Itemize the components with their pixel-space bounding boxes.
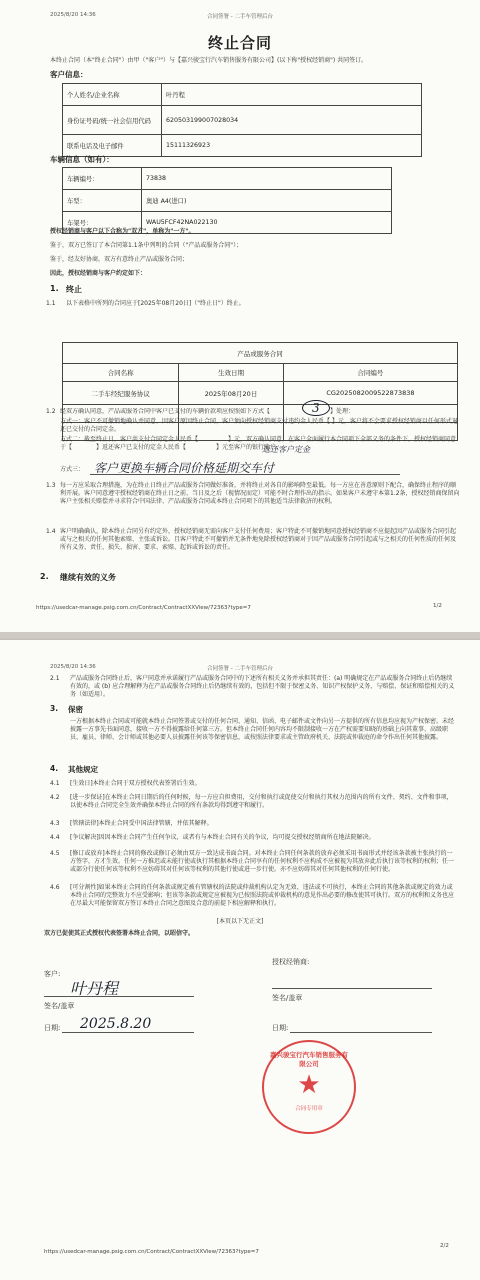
column-header: 合同编号 (283, 364, 457, 382)
contract-page-1 (0, 0, 480, 632)
star-icon: ★ (297, 1070, 321, 1100)
date-line (290, 1032, 432, 1033)
section-2-number: 2. (40, 572, 49, 581)
parties-text: 授权经销商与客户以下合称为"双方"，单称为"一方"。 (50, 228, 195, 235)
customer-date-label: 日期: (44, 1024, 61, 1032)
contract-page-2 (0, 640, 480, 1280)
page-separator (0, 632, 480, 640)
clause-4-5-text: [修订或放弃]本终止合同的修改或修订必须由双方一致达成书面合同。对本终止合同任何条款的放弃必须采用书面形式并经该条款被主张执行的一方签字，方才生效。任何一方推迟或未能行使或执行其根据本终止合同享有的任何权利不应构成不应被视为其放弃此后执行该等权利的权利；任一或部分行使任何该等权利不应妨碍其对任何该等权利的其他行使或进一步行使。亦不应妨碍其对任何其他权利的任何行使。 (70, 850, 455, 873)
vehicle-table (62, 167, 392, 234)
cell-contract-number: CG20250820095228738​38 (283, 382, 457, 405)
document-title: 终止合同 (207, 34, 272, 52)
seal-inner-text: 合同专用章 (295, 1106, 323, 1112)
table-header-row (63, 364, 458, 382)
clause-2-1-number: 2.1 (50, 675, 60, 682)
witness-text: 双方已促使其正式授权代表签署本终止合同，以昭信守。 (44, 930, 195, 937)
cell-label: 个人姓名/企业名称 (63, 84, 162, 106)
whereas-1: 鉴于，双方已签订了本合同第1.1条中列明的合同（"产品或服务合同"）； (50, 242, 243, 249)
column-header: 生效日期 (179, 364, 284, 382)
vehicle-info-heading: 车辆信息（如有）： (50, 155, 114, 164)
cell-label: 联系电话及电子邮件 (63, 135, 162, 157)
cell-value: 73838 (142, 168, 392, 190)
table-header-row (63, 343, 458, 364)
table-row (63, 168, 392, 190)
header-datetime: 2025/8/20 14:36 (50, 12, 96, 18)
customer-signature: 叶丹程 (70, 979, 119, 998)
section-1-title: 终止 (66, 285, 82, 294)
signature-line (272, 988, 432, 989)
clause-1-1-text: 以下表格中所列的合同应于[2025年08月20日]（"终止日"）终止。 (66, 300, 245, 307)
table-row (63, 106, 422, 135)
whereas-2: 鉴于，经友好协商，双方有意终止产品或服务合同； (50, 256, 189, 263)
page-number: 2/2 (440, 1243, 449, 1249)
clause-4-2-number: 4.2 (50, 794, 60, 801)
clause-4-1-text: [生效日]本终止合同于双方授权代表签署后生效。 (70, 780, 201, 787)
clause-1-3-text: 每一方应采取合理措施，为在终止日终止产品或服务合同做好准备，并将终止对各自的影响降至最低。每一方应在善意原则下配合，确保终止程序的顺利开展。客户同意遵守授权经销商在终止日之前、当日及之后（视情况而定）可能不时合理作出的指示。如果客户未遵守本第1.2条，授权经销商保留向客户主张相关赔偿并寻求符合中国法律、产品或服务合同或本终止合同项下的其他适当法律救济的权利。 (60, 482, 460, 505)
table-row (63, 190, 392, 212)
clause-4-4-text: [争议解决]因因本终止合同产生任何争议，或者有与本终止合同有关的争议，均可提交授权经销商所在地法院解决。 (70, 834, 375, 841)
cell-value: 奥迪 A4(进口) (142, 190, 392, 212)
customer-label: 客户: (44, 970, 61, 978)
customer-date-handwritten: 2025.8.20 (80, 1016, 152, 1032)
option-3-label: 方式三： (60, 466, 85, 473)
cell-label: 车辆编号： (63, 168, 142, 190)
section-4-title: 其他规定 (68, 765, 98, 774)
clause-4-3-number: 4.3 (50, 820, 60, 827)
option-2-text: 方式二：截至终止日，客户共支付合同定金人民币【 】元，双方确认同意，在客户全面履行本合同项下全部义务的条件下，授权经销商同意于【 】返还客户已支付的定金人民币【 】元至客户的银行账户。 (60, 436, 457, 451)
header-title: 合同签署 - 二手车管理后台 (207, 14, 273, 20)
section-1-number: 1. (50, 284, 59, 293)
option-1-text: 方式一：客户不可撤销地确认并同意，因客户原因终止合同，客户须向授权经销商支付违约金人民币【 】元，客户将不会要求授权经销商以任何形式退还已交付的合同定金。 (60, 418, 458, 433)
cell-contract-name: 二手车经纪服务协议 (63, 382, 179, 405)
header-datetime: 2025/8/20 14:36 (50, 664, 96, 670)
clause-1-2-intro: 经双方确认同意，产品或服务合同中客户已支付的车辆价款项应按照如下方式【 (60, 408, 271, 415)
signature-line (44, 996, 194, 997)
clause-4-2-text: [进一步保证]在本终止合同日期后的任何时候，每一方应自担费用，交付和执行或促使交付和执行其权力范围内的所有文件、契约、文件和事项，以使本终止合同完全生效并确保本终止合同的所有条款均得到遵守和履行。 (70, 794, 453, 809)
agreement-text: 因此，授权经销商与客户约定如下： (50, 270, 147, 277)
end-of-text: [本页以下无正文] (216, 918, 264, 925)
section-3-title: 保密 (68, 705, 83, 714)
clause-1-3-number: 1.3 (46, 482, 56, 489)
intro-text: 本终止合同（本"终止合同"）由甲（"客户"）与【嘉兴骏宝行汽车销售服务有限公司】(以下称"授权经销商") 共同签订。 (50, 57, 368, 64)
cell-label: 车型： (63, 190, 142, 212)
clause-1-2-number: 1.2 (46, 408, 56, 415)
cell-value: WAU5FCF42NA022130 (142, 212, 392, 234)
cell-label: 身份证号码/统一社会信用代码 (63, 106, 162, 135)
cell-value: 叶丹程 (162, 84, 422, 106)
dealer-sign-label: 签名/盖章 (272, 994, 303, 1002)
clause-4-4-number: 4.4 (50, 834, 60, 841)
header-title: 合同签署 - 二手车管理后台 (207, 666, 273, 672)
handwritten-option-2: 返还客户定金 (262, 445, 310, 454)
footer-url[interactable]: https://usedcar-manage.psig.com.cn/Contract/ContractXXView/72363?type=7 (44, 1249, 259, 1255)
clause-4-5-number: 4.5 (50, 850, 60, 857)
handwritten-circle (302, 400, 330, 416)
clause-1-4-text: 客户明确确认，除本终止合同另有约定外，授权经销商无需向客户支付任何费用；客户特此不可撤销地同意授权经销商不应提起因产品或服务合同引起或与之相关的任何其他索赔、主张或诉讼。且客户特此不可撤销并无条件地免除授权经销商对于因产品或服务合同引起或与之相关的任何性质的任何及所有义务、责任、损失、损害、要求、索赔、起诉或诉讼的责任。 (60, 528, 457, 551)
clause-1-1-number: 1.1 (46, 300, 56, 307)
cell-label: 车架号： (63, 212, 142, 234)
clause-1-2-tail: 】处理： (330, 408, 355, 415)
customer-table (62, 83, 422, 157)
customer-info-heading: 客户信息： (50, 70, 88, 79)
table-title: 产品或服务合同 (63, 343, 458, 364)
footer-url[interactable]: https://usedcar-manage.psig.com.cn/Contract/ContractXXView/72363?type=7 (36, 605, 251, 611)
clause-4-3-text: [管辖法律]本终止合同受中国法律管辖，并依其解释。 (70, 820, 213, 827)
clause-2-1-text: 产品或服务合同终止后，客户同意并承诺履行产品或服务合同中的下述所有相关义务并承担其责任：(a) 明确规定在产品或服务合同终止后仍继续有效的，或 (b) 应合理解释为在产品或服务合同终止后仍继续有效的，包括但不限于保密义务、知识产权保护义务、与赔偿、保证和赔偿相关的义务（如适用）。 (70, 675, 455, 698)
column-header: 合同名称 (63, 364, 179, 382)
table-row (63, 135, 422, 157)
customer-sign-label: 签名/盖章 (44, 1002, 75, 1010)
dealer-date-label: 日期: (272, 1024, 289, 1032)
table-row (63, 382, 458, 405)
date-line (62, 1032, 194, 1033)
underline (90, 474, 400, 475)
clause-1-4-number: 1.4 (46, 528, 56, 535)
page-number: 1/2 (433, 603, 442, 609)
section-3-text: 一方根据本终止合同或可能就本终止合同签署或交付的任何合同、通知、信函、电子邮件或文件向另一方提供的所有信息均应视为产权保密。未经披露一方事先书面同意，接收一方不得披露给任何第三方。但本终止合同任何内容均不限制接收一方在产权需要知晓的基础上向其董事、高级职员、雇员、律师、会计师或其他必要人员披露任何该等保密信息，或按照法律要求或主管政府机关、法院或仲裁庭的命令作出任何其他披露。 (70, 718, 455, 741)
seal-arc-text: 嘉兴骏宝行汽车销售服务有限公司 (270, 1051, 348, 1068)
cell-effective-date: 2025年08月20日 (179, 382, 284, 405)
section-4-number: 4. (50, 764, 59, 773)
clause-4-6-text: [可分割性]如果本终止合同的任何条款或规定被有管辖权的法院或仲裁机构认定为无效、违法或不可执行，本终止合同的其他条款或规定的效力或本终止合同的完整效力不应受影响；但该等条款或规定应被视为已按照法院或仲裁机构的意见作出必要的修改使其可执行。双方的权利和义务也应在尽最大可能保留双方签订本终止合同之意图及合意的前提下相应解释和执行。 (70, 884, 455, 907)
section-3-number: 3. (50, 704, 59, 713)
handwritten-option-3: 客户更换车辆合同价格延期交车付 (94, 461, 275, 475)
clause-4-6-number: 4.6 (50, 884, 60, 891)
handwritten-choice: 3 (312, 401, 320, 415)
clause-4-1-number: 4.1 (50, 780, 60, 787)
section-2-title: 继续有效的义务 (60, 573, 116, 582)
table-row (63, 84, 422, 106)
cell-value: 620503199007028034 (162, 106, 422, 135)
company-seal-stamp (262, 1040, 356, 1134)
dealer-label: 授权经销商: (272, 958, 310, 966)
cell-value: 15111326923 (162, 135, 422, 157)
